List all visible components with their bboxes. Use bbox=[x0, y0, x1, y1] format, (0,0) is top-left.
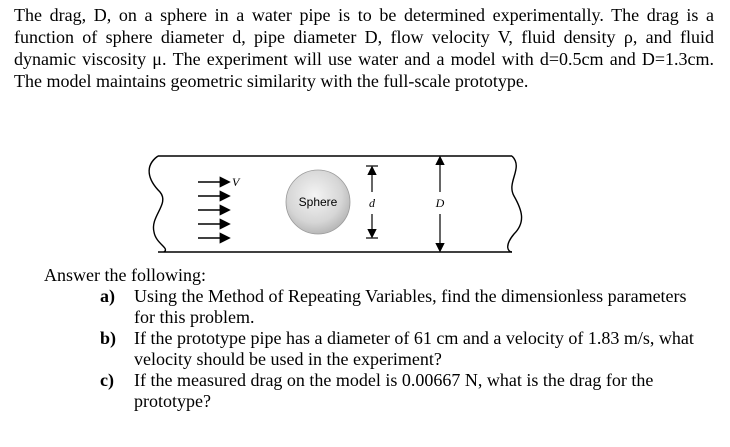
question-item bbox=[100, 286, 700, 328]
question-marker: c) bbox=[100, 370, 114, 390]
question-item bbox=[100, 370, 700, 412]
answer-heading: Answer the following: bbox=[44, 265, 206, 285]
question-text: If the prototype pipe has a diameter of 61 cm and a velocity of 1.83 m/s, what velocity should be used in the experiment? bbox=[134, 328, 694, 369]
pipe-diagram-svg bbox=[140, 152, 550, 260]
question-text: If the measured drag on the model is 0.00667 N, what is the drag for the prototype? bbox=[134, 370, 654, 411]
flow-arrows bbox=[198, 182, 228, 238]
pipe-diameter-label: D bbox=[435, 196, 445, 210]
sphere-label: Sphere bbox=[298, 195, 338, 209]
sphere-diameter-label: d bbox=[369, 196, 375, 210]
pipe-break-left bbox=[149, 156, 165, 252]
velocity-label: V bbox=[232, 175, 240, 189]
question-text: Using the Method of Repeating Variables, find the dimensionless parameters for this problem. bbox=[134, 286, 687, 327]
pipe-sphere-diagram bbox=[140, 152, 550, 260]
question-list bbox=[100, 286, 700, 412]
question-marker: b) bbox=[100, 328, 117, 348]
pipe-break-right bbox=[508, 156, 522, 252]
question-marker: a) bbox=[100, 286, 115, 306]
question-item bbox=[100, 328, 700, 370]
problem-statement: The drag, D, on a sphere in a water pipe is to be determined experimentally. The drag is a function of sphere diameter d, pipe diameter D, flow velocity V, fluid density ρ, and fluid dynamic viscosity μ. The experiment will use water and a model with d=0.5cm and D=1.3cm. The model maintains geometric similarity with the full-scale prototype. bbox=[14, 5, 714, 91]
